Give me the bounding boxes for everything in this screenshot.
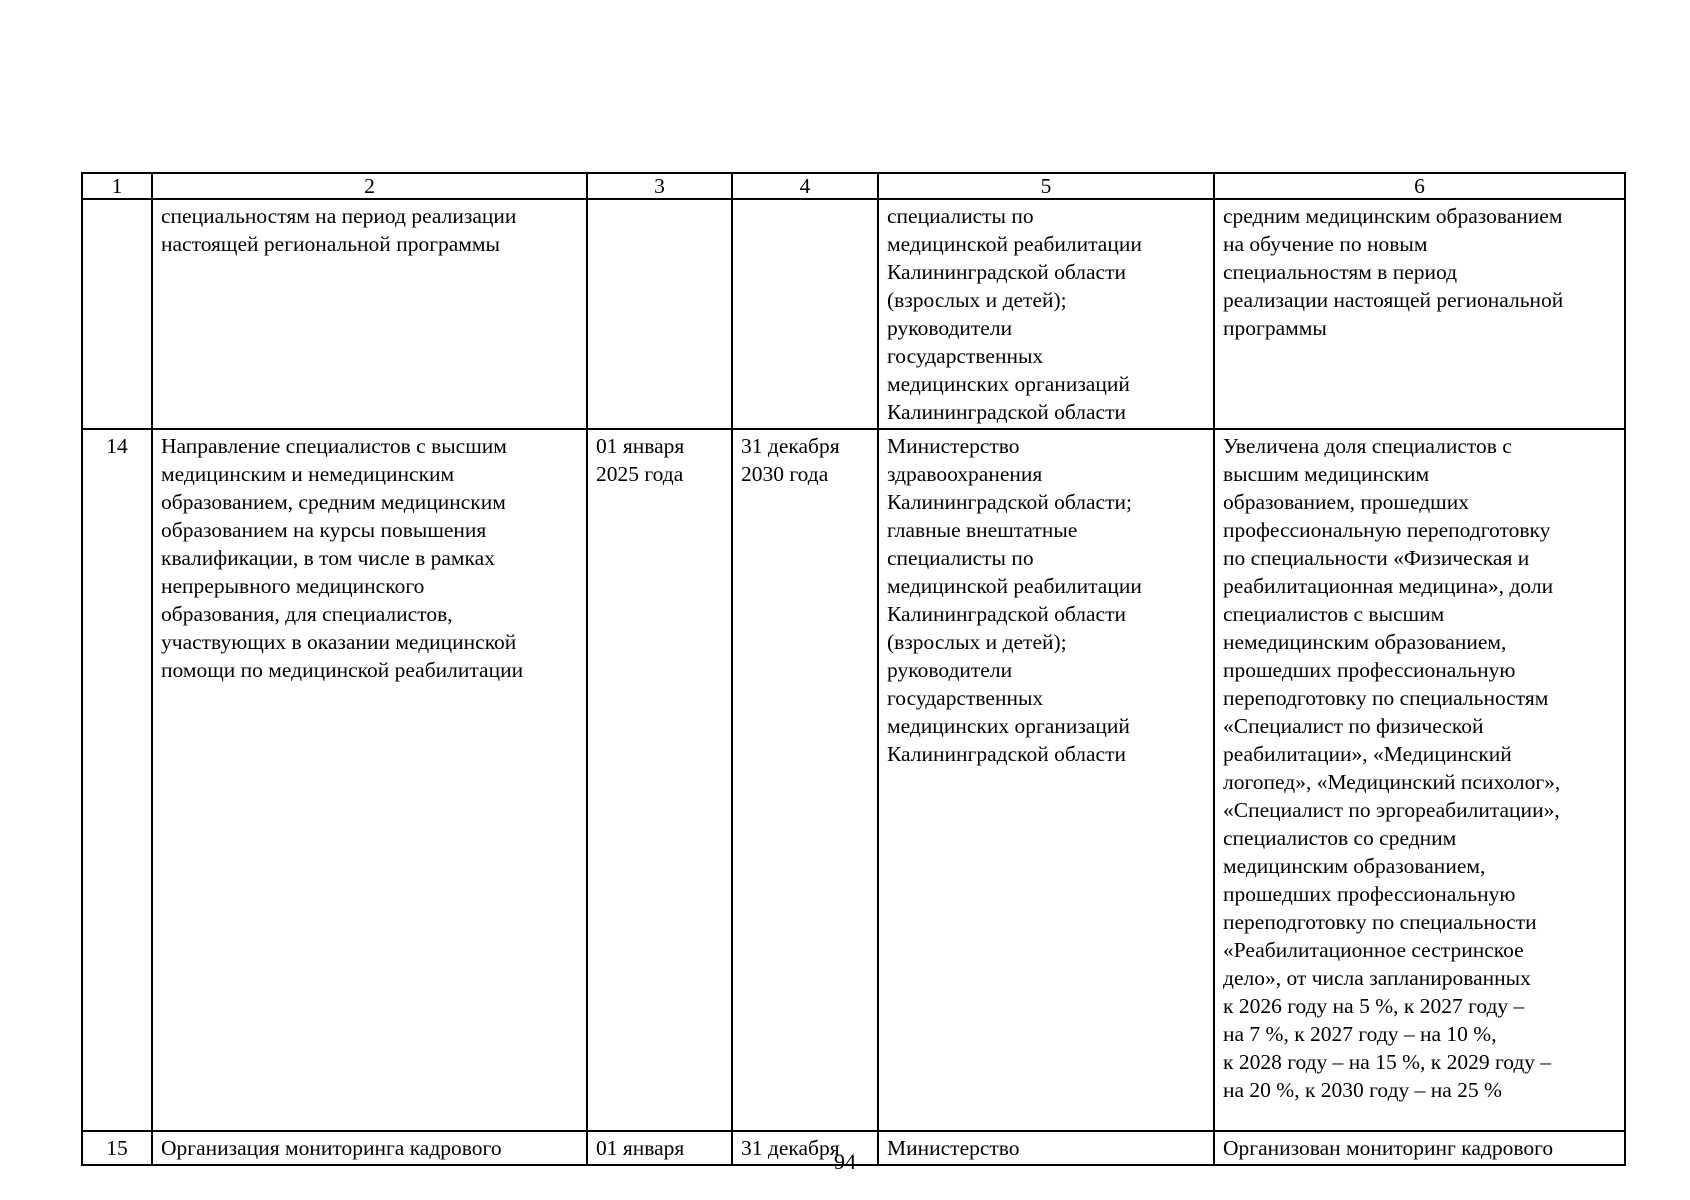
executors-cell — [878, 429, 1214, 1131]
table-row — [82, 429, 1625, 1131]
cell-text-line: государственных — [887, 686, 1044, 710]
cell-text-line: на обучение по новым — [1223, 232, 1428, 256]
cell-text-line: логопед», «Медицинский психолог», — [1223, 770, 1561, 794]
cell-text-line: 2025 года — [596, 462, 684, 486]
cell-text-line: Калининградской области — [887, 602, 1126, 626]
cell-text-line: Калининградской области — [887, 260, 1126, 284]
cell-text-line: реабилитации», «Медицинский — [1223, 742, 1512, 766]
cell-text-line: медицинских организаций — [887, 714, 1130, 738]
cell-text-line: квалификации, в том числе в рамках — [161, 546, 495, 570]
cell-text-line: «Реабилитационное сестринское — [1223, 938, 1524, 962]
result-cell — [1214, 429, 1625, 1131]
cell-text-line: образования, для специалистов, — [161, 602, 453, 626]
table-row — [82, 199, 1625, 429]
cell-text-line: руководители — [887, 316, 1013, 340]
cell-text-line: дело», от числа запланированных — [1223, 966, 1531, 990]
cell-text-line: образованием, прошедших — [1223, 490, 1469, 514]
result-cell — [1214, 199, 1625, 429]
cell-text-line: Министерство — [887, 1136, 1020, 1160]
executors-cell — [878, 199, 1214, 429]
cell-text-line: Калининградской области — [887, 742, 1126, 766]
cell-text-line: Калининградской области; — [887, 490, 1132, 514]
header-row — [82, 173, 1625, 199]
column-header: 1 — [82, 173, 152, 199]
cell-text-line: (взрослых и детей); — [887, 288, 1067, 312]
cell-text-line: руководители — [887, 658, 1013, 682]
row-number-cell: 15 — [82, 1131, 152, 1165]
cell-text-line: непрерывного медицинского — [161, 574, 425, 598]
column-header: 5 — [878, 173, 1214, 199]
column-header: 2 — [152, 173, 587, 199]
cell-text-line: участвующих в оказании медицинской — [161, 630, 517, 654]
cell-text-line: к 2026 году на 5 %, к 2027 году – — [1223, 994, 1525, 1018]
cell-text-line: высшим медицинским — [1223, 462, 1430, 486]
cell-text-line: медицинской реабилитации — [887, 232, 1142, 256]
cell-text-line: переподготовку по специальности — [1223, 910, 1537, 934]
cell-text-line: 2030 года — [741, 462, 829, 486]
cell-text-line: Калининградской области — [887, 400, 1126, 424]
row-number-cell — [82, 199, 152, 429]
cell-text-line: специалистов со средним — [1223, 826, 1457, 850]
end-date-cell — [732, 429, 878, 1131]
cell-text-line: Увеличена доля специалистов с — [1223, 434, 1512, 458]
column-header: 3 — [587, 173, 732, 199]
start-date-cell — [587, 429, 732, 1131]
cell-text-line: медицинским образованием, — [1223, 854, 1486, 878]
cell-text-line: медицинским и немедицинским — [161, 462, 455, 486]
cell-text-line: Направление специалистов с высшим — [161, 434, 507, 458]
cell-text-line: помощи по медицинской реабилитации — [161, 658, 524, 682]
cell-text-line: медицинской реабилитации — [887, 574, 1142, 598]
cell-text-line: по специальности «Физическая и — [1223, 546, 1530, 570]
cell-text-line: главные внештатные — [887, 518, 1078, 542]
action-cell — [152, 429, 587, 1131]
cell-text-line: здравоохранения — [887, 462, 1043, 486]
cell-text-line: реабилитационная медицина», доли — [1223, 574, 1554, 598]
cell-text-line: Министерство — [887, 434, 1020, 458]
cell-text-line: прошедших профессиональную — [1223, 658, 1516, 682]
cell-text-line: «Специалист по физической — [1223, 714, 1484, 738]
cell-text-line: Организован мониторинг кадрового — [1223, 1136, 1554, 1160]
measures-table — [81, 172, 1626, 1166]
cell-text-line: образованием на курсы повышения — [161, 518, 487, 542]
cell-text-line: 01 января — [596, 434, 685, 458]
cell-text-line: настоящей региональной программы — [161, 232, 500, 256]
column-header: 6 — [1214, 173, 1625, 199]
cell-text-line: специалисты по — [887, 546, 1034, 570]
cell-text-line: к 2028 году – на 15 %, к 2029 году – — [1223, 1050, 1552, 1074]
action-cell — [152, 199, 587, 429]
cell-text-line: специальностям в период — [1223, 260, 1458, 284]
cell-text-line: «Специалист по эргореабилитации», — [1223, 798, 1560, 822]
cell-text-line: образованием, средним медицинским — [161, 490, 506, 514]
cell-text-line: (взрослых и детей); — [887, 630, 1067, 654]
cell-text-line: медицинских организаций — [887, 372, 1130, 396]
cell-text-line: Организация мониторинга кадрового — [161, 1136, 502, 1160]
column-header: 4 — [732, 173, 878, 199]
cell-text-line: программы — [1223, 316, 1327, 340]
cell-text-line: на 7 %, к 2027 году – на 10 %, — [1223, 1022, 1497, 1046]
page-number: 94 — [834, 1149, 856, 1174]
cell-text-line: 01 января — [596, 1136, 685, 1160]
cell-text-line: 31 декабря — [741, 434, 840, 458]
cell-text-line: прошедших профессиональную — [1223, 882, 1516, 906]
cell-text-line: специалисты по — [887, 204, 1034, 228]
cell-text-line: профессиональную переподготовку — [1223, 518, 1551, 542]
start-date-cell — [587, 199, 732, 429]
cell-text-line: специалистов с высшим — [1223, 602, 1445, 626]
row-number-cell: 14 — [82, 429, 152, 1131]
cell-text-line: переподготовку по специальностям — [1223, 686, 1549, 710]
cell-text-line: средним медицинским образованием — [1223, 204, 1563, 228]
cell-text-line: реализации настоящей региональной — [1223, 288, 1564, 312]
cell-text-line: немедицинским образованием, — [1223, 630, 1507, 654]
cell-text-line: специальностям на период реализации — [161, 204, 517, 228]
cell-text-line: на 20 %, к 2030 году – на 25 % — [1223, 1078, 1502, 1102]
cell-text-line: государственных — [887, 344, 1044, 368]
cell-text-line: 31 декабря — [741, 1136, 840, 1160]
end-date-cell — [732, 199, 878, 429]
